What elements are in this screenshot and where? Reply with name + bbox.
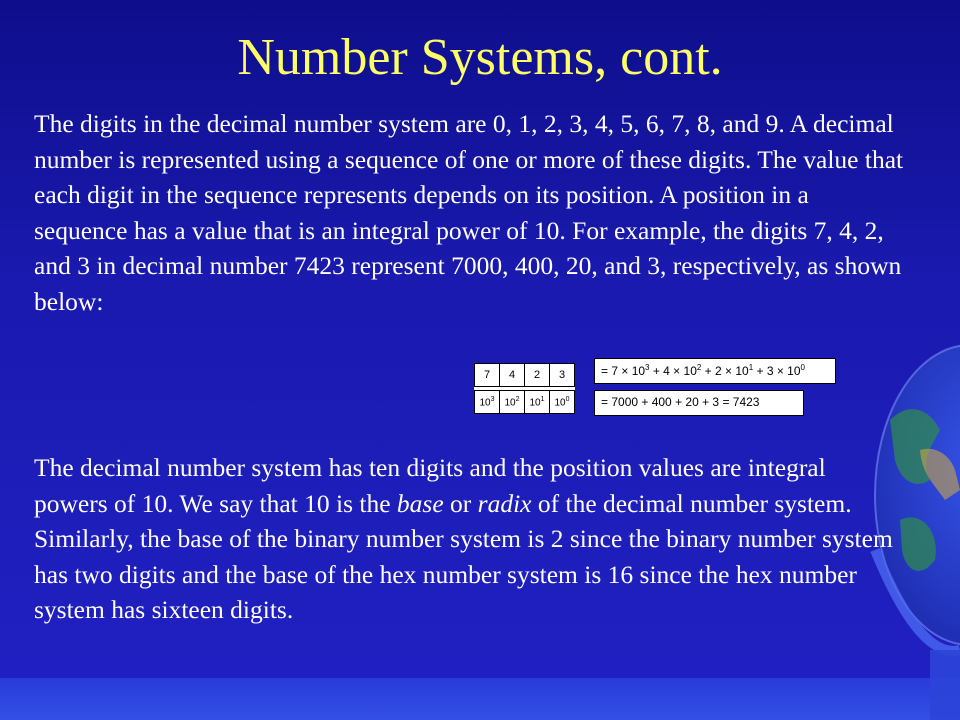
power-row <box>475 391 575 414</box>
digit-cell: 4 <box>500 364 525 387</box>
power-cell: $10^1$ <box>525 391 550 414</box>
slide-title: Number Systems, cont. <box>237 29 723 86</box>
digit-row <box>475 364 575 387</box>
power-cell: $10^3$ <box>475 391 500 414</box>
digit-position-table <box>474 363 575 414</box>
digit-cell: 3 <box>550 364 575 387</box>
power-cell: $10^2$ <box>500 391 525 414</box>
power-cell: $10^0$ <box>550 391 575 414</box>
paragraph-base-radix: The decimal number system has ten digits and the position values are integral powers of 10. We say that 10 is the base or radix of the decimal number system. Similarly, the base of the binary number system is 2 since the binary number system has two digits and the base of the hex number system is 16 since the hex number system has sixteen digits. <box>34 453 893 624</box>
sum-equation: = 7000 + 400 + 20 + 3 = 7423 <box>594 390 804 416</box>
bottom-stripe <box>0 678 960 720</box>
paragraph-decimal-digits: The digits in the decimal number system are 0, 1, 2, 3, 4, 5, 6, 7, 8, and 9. A decimal number is represented using a sequence of one or more of these digits. The value that each digit in the sequence represents depends on its position. A position in a sequence has a value that is an integral power of 10. For example, the digits 7, 4, 2, and 3 in decimal number 7423 represent 7000, 400, 20, and 3, respectively, as shown below: <box>34 109 904 316</box>
digit-cell: 2 <box>525 364 550 387</box>
expansion-equation: = $7 \times 10^3 + 4 \times 10^2 + 2 \times 10^1 + 3 \times 10^0$ <box>594 358 836 384</box>
digit-cell: 7 <box>475 364 500 387</box>
